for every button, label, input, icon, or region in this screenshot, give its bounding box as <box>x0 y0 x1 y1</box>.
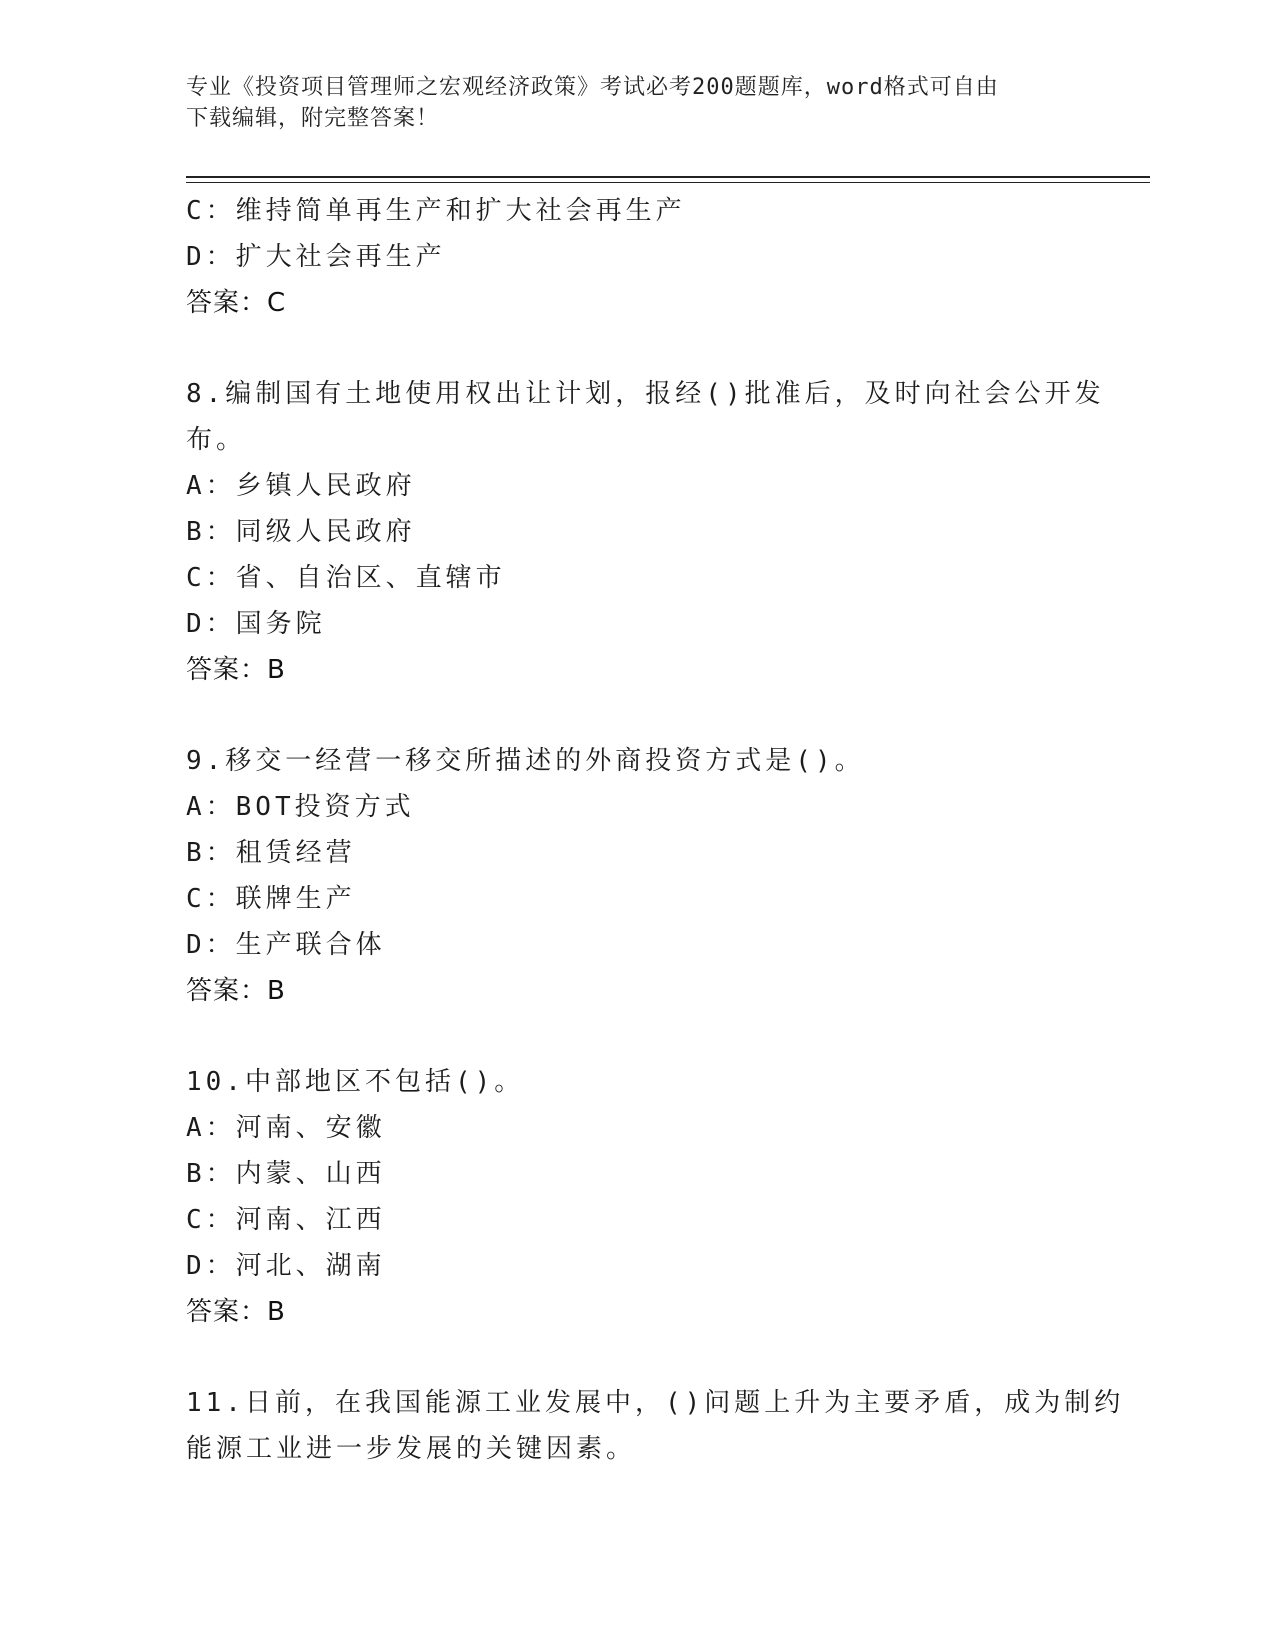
question-list <box>186 188 1125 1472</box>
question-partial <box>186 188 1086 326</box>
question-text-line-1: 8.编制国有土地使用权出让计划，报经()批准后，及时向社会公开发 <box>186 379 1105 409</box>
header-divider-thick <box>186 176 1150 178</box>
question-spacer <box>186 693 1086 738</box>
question-text-line-1: 9.移交一经营一移交所描述的外商投资方式是()。 <box>186 746 865 776</box>
option-d: D：国务院 <box>186 609 326 639</box>
option-a: A：乡镇人民政府 <box>186 471 416 501</box>
option-b: B：内蒙、山西 <box>186 1159 386 1189</box>
option-d: D：扩大社会再生产 <box>186 242 446 272</box>
option-a: A：BOT投资方式 <box>186 792 415 822</box>
question-text-line-2: 布。 <box>186 425 247 455</box>
question-11 <box>186 1380 1125 1472</box>
question-spacer <box>186 326 1086 371</box>
answer-line: 答案：B <box>186 1297 286 1327</box>
question-10 <box>186 1059 1086 1335</box>
answer-line: 答案：B <box>186 976 286 1006</box>
header-line-2: 下载编辑，附完整答案！ <box>186 106 440 131</box>
question-text-line-2: 能源工业进一步发展的关键因素。 <box>186 1434 637 1464</box>
option-b: B：同级人民政府 <box>186 517 416 547</box>
document-header <box>186 72 1066 134</box>
question-spacer <box>186 1014 1086 1059</box>
option-b: B：租赁经营 <box>186 838 356 868</box>
question-8 <box>186 371 1105 693</box>
option-c: C：维持简单再生产和扩大社会再生产 <box>186 196 686 226</box>
answer-line: 答案：B <box>186 655 286 685</box>
question-text-line-1: 10.中部地区不包括()。 <box>186 1067 525 1097</box>
option-d: D：生产联合体 <box>186 930 386 960</box>
option-c: C：省、自治区、直辖市 <box>186 563 506 593</box>
question-spacer <box>186 1335 1086 1380</box>
option-d: D：河北、湖南 <box>186 1251 386 1281</box>
option-a: A：河南、安徽 <box>186 1113 386 1143</box>
question-text-line-1: 11.日前，在我国能源工业发展中，()问题上升为主要矛盾，成为制约 <box>186 1388 1125 1418</box>
option-c: C：河南、江西 <box>186 1205 386 1235</box>
question-9 <box>186 738 1086 1014</box>
header-line-1: 专业《投资项目管理师之宏观经济政策》考试必考200题题库，word格式可自由 <box>186 75 999 100</box>
option-c: C：联牌生产 <box>186 884 356 914</box>
answer-line: 答案：C <box>186 288 287 318</box>
header-divider-thin <box>186 182 1150 183</box>
